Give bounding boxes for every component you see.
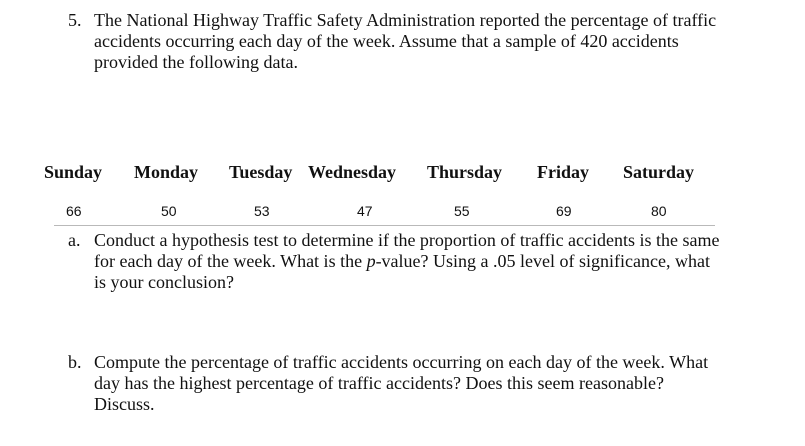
part-a-letter: a. (68, 230, 81, 250)
part-b-letter: b. (68, 352, 82, 372)
part-a-text-after: -value? Using a .05 level of significance, what is your conclusion? (94, 251, 710, 292)
day-thursday: Thursday (427, 162, 503, 182)
day-wednesday: Wednesday (308, 162, 397, 182)
value-saturday: 80 (651, 203, 667, 219)
part-a-text (94, 230, 724, 293)
value-friday: 69 (556, 203, 572, 219)
value-tuesday: 53 (254, 203, 270, 219)
part-a-text-before: Conduct a hypothesis test to determine if the proportion of traffic accidents is the same for each day of the week. What is the (94, 230, 720, 271)
value-sunday: 66 (66, 203, 82, 219)
part-b-text: Compute the percentage of traffic accidents occurring on each day of the week. What day has the highest percentage of traffic accidents? Does this seem reasonable? Discuss. (94, 352, 709, 414)
value-thursday: 55 (454, 203, 470, 219)
p-value-term: p (366, 251, 376, 271)
value-monday: 50 (161, 203, 177, 219)
day-monday: Monday (134, 162, 199, 182)
question-number: 5. (68, 10, 82, 30)
value-wednesday: 47 (357, 203, 373, 219)
day-tuesday: Tuesday (229, 162, 293, 182)
question-text: The National Highway Traffic Safety Administration reported the percentage of traffic accidents occurring each day of the week. Assume that a sample of 420 accidents provided the following data. (94, 10, 717, 72)
day-friday: Friday (537, 162, 589, 182)
day-saturday: Saturday (623, 162, 695, 182)
table-divider (54, 225, 715, 226)
day-sunday: Sunday (44, 162, 103, 182)
